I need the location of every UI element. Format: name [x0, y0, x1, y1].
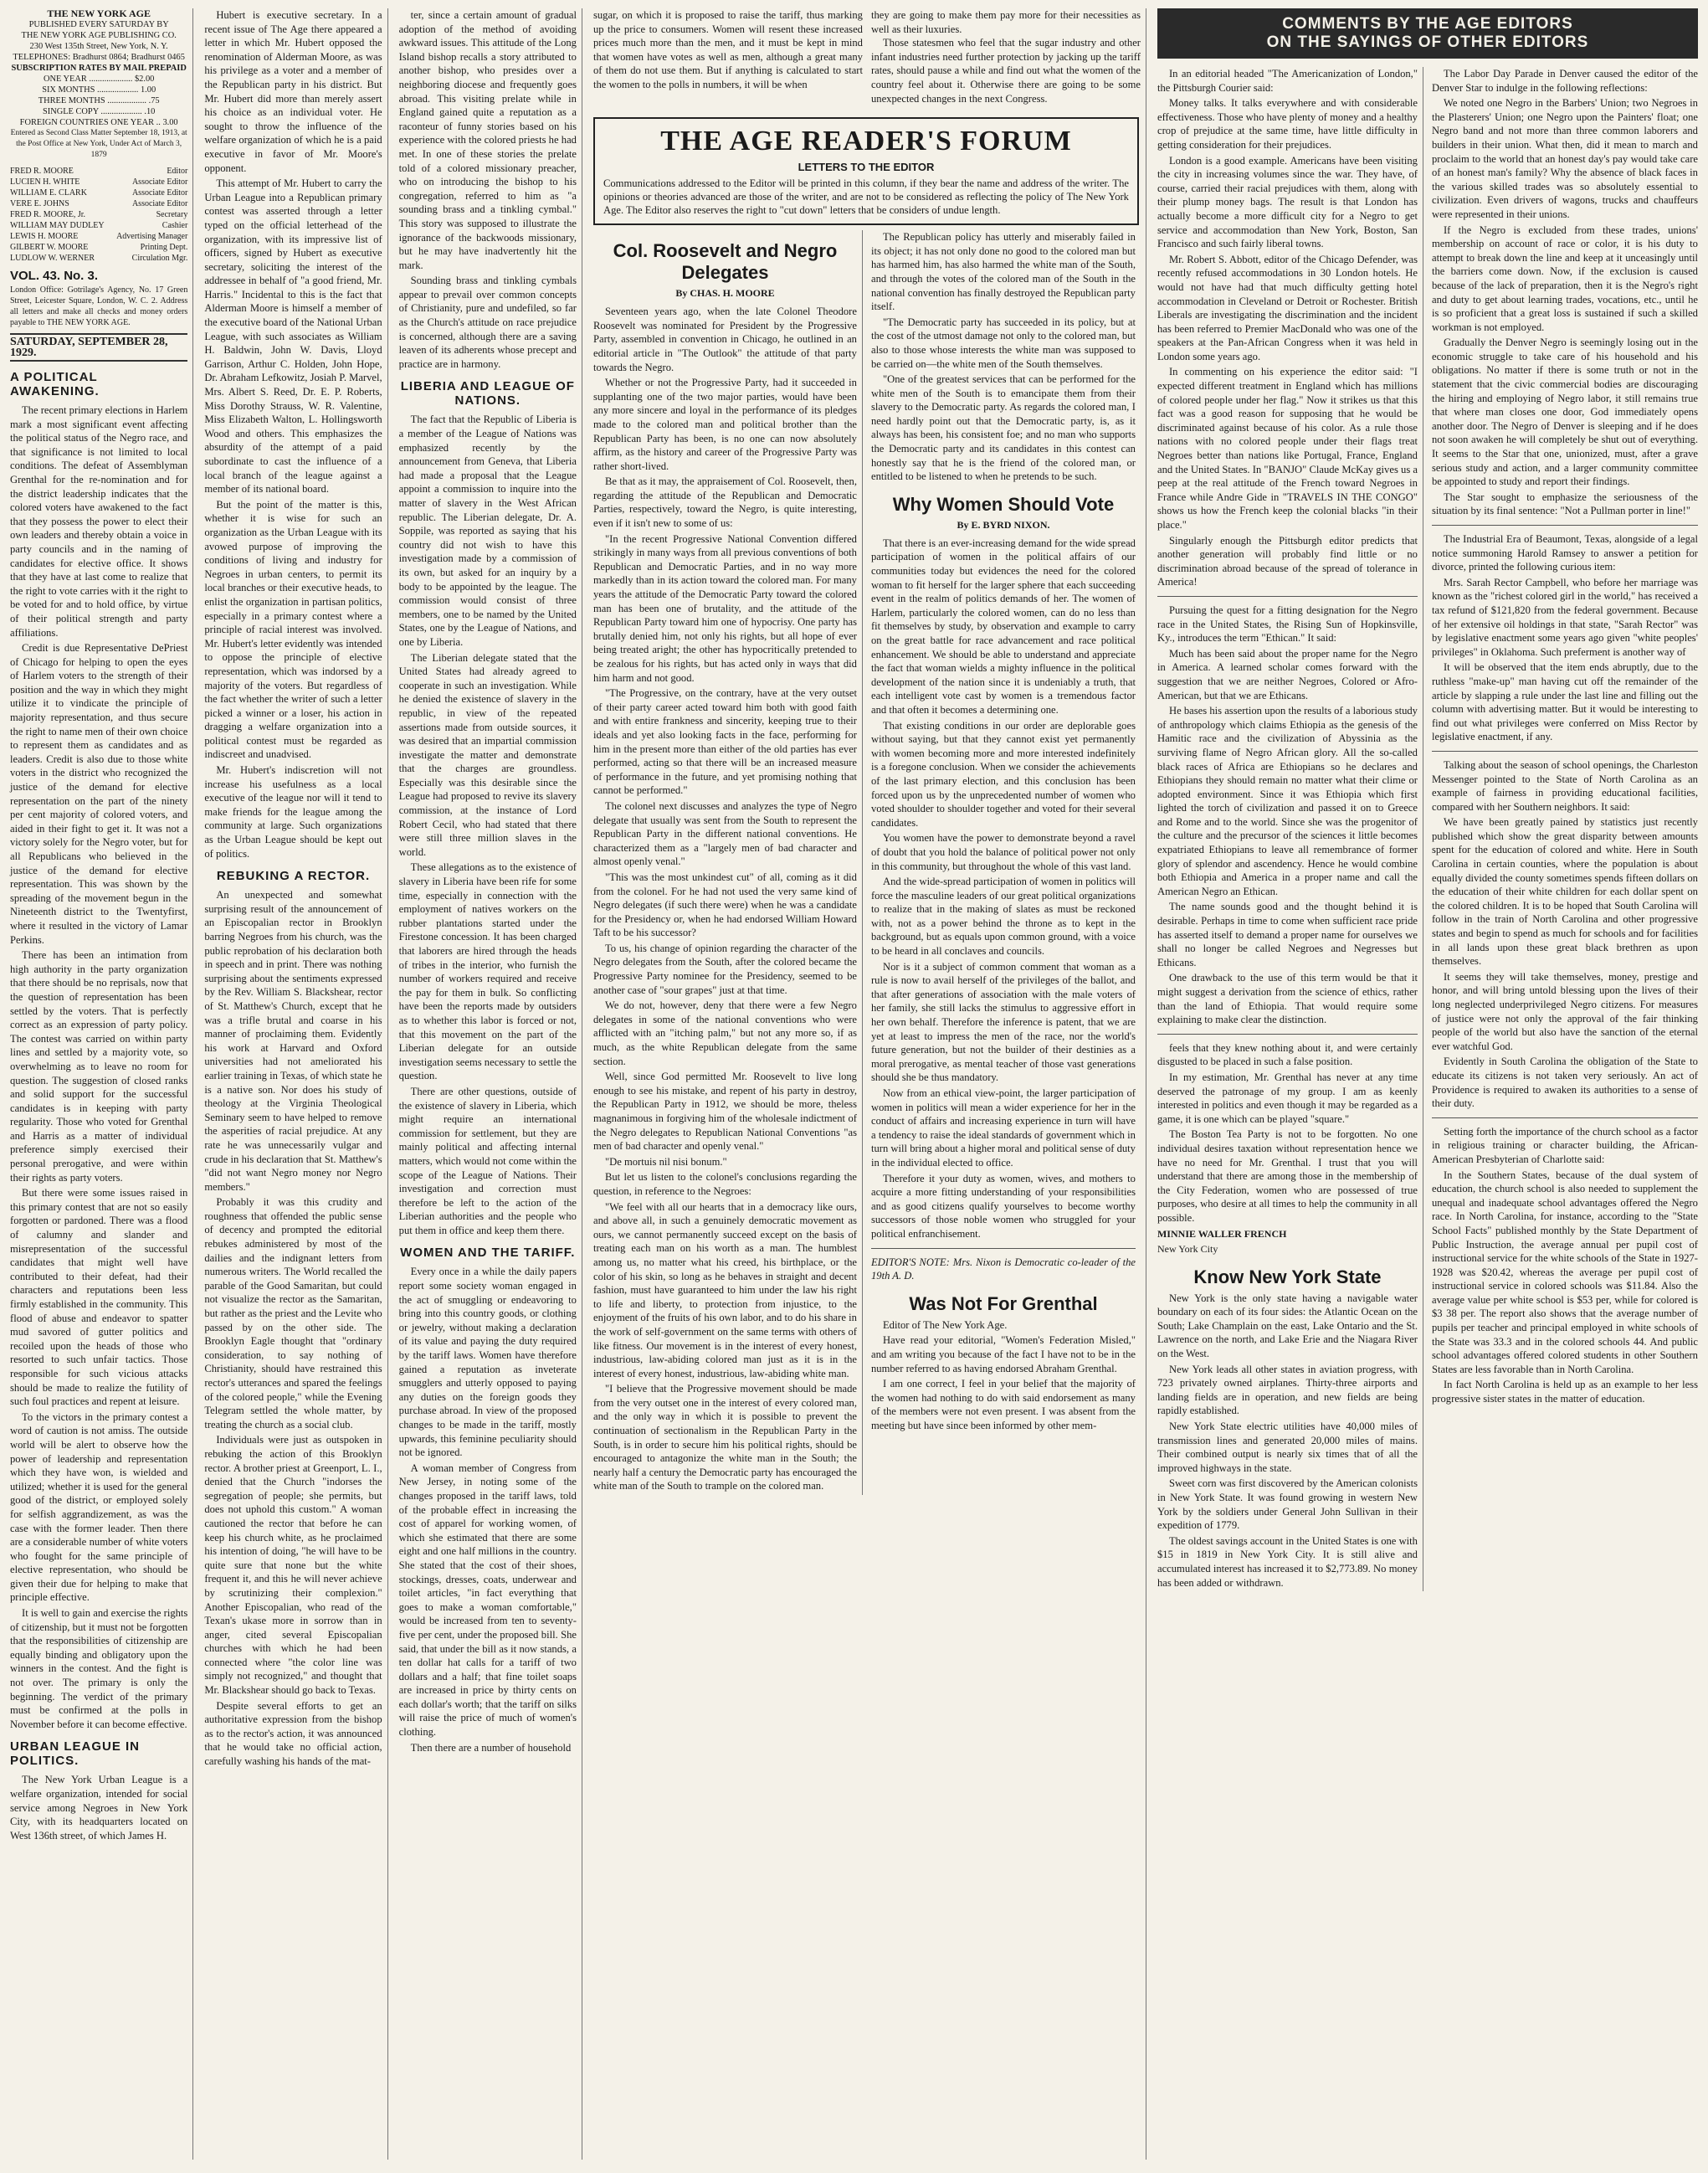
- staff-name: LEWIS H. MOORE: [10, 232, 79, 241]
- paragraph: There has been an intimation from high authority in the party organization that there should be no reprisals, now that the question of representation has been settled by the voters. That is perfectly correct as an expression of party policy. The contest was carried on within party lines and settled by a majority vote, so overwhelming as to leave no room for question. The suggestion of closed ranks and solid support for the successful candidates is in keeping with party regularity. Those who voted for Grenthal and Harris as a matter of individual preference simply exercised their personal prerogative, and were within their rights as party voters.: [10, 949, 188, 1184]
- signature-location: New York City: [1157, 1243, 1218, 1256]
- byline: By E. BYRD NIXON.: [957, 518, 1050, 531]
- paragraph: Mr. Robert S. Abbott, editor of the Chicago Defender, was recently refused accommodations in 30 London hotels. He would not have had that much difficulty getting hotel accommodation in Cleveland or Detroit or Rochester. British Liberals are investigating the discrimination and the incident has been referred to Premier MacDonald who was one of the speakers at the Pan-African Congress when it was held in London some years ago.: [1157, 253, 1418, 362]
- paragraph: New York leads all other states in aviation progress, with 723 privately owned airplanes. Thirty-three airports and landing fields are in operation, and new fields are being rapidly established.: [1157, 1363, 1418, 1417]
- article-heading: Why Women Should Vote: [892, 493, 1115, 515]
- paragraph: It is well to gain and exercise the rights of citizenship, but it must not be forgotten that the responsibilities of citizenship are equally binding and obligatory upon the winners in the contest. And the fight is not over. The primary is only the beginning. The verdict of the primary must be confirmed at the polls in November before it can become effective.: [10, 1607, 188, 1730]
- paragraph: Sweet corn was first discovered by the American colonists in New York State. It was found growing in western New York by the soldiers under General John Sullivan in their expedition of 1779.: [1157, 1477, 1418, 1532]
- paragraph: The New York Urban League is a welfare organization, intended for social service among Negroes in New York City, with its headquarters located on West 136th street, of which James H.: [10, 1774, 188, 1842]
- paragraph: sugar, on which it is proposed to raise the tariff, thus marking up the price to consumers. Women will resent these increased prices much more than the men, and it must be kept in mind that women have votes as well as men, although a great many of them do not use them. But if anything is calculated to start the women to the polls in numbers, it will be when: [592, 9, 863, 90]
- paragraph: There are other questions, outside of the existence of slavery in Liberia, which might require an international commission for settlement, but they are mainly political and affecting internal matters, which would not come within the scope of the League of Nations. Their investigation and correction must therefore be left to the action of the Liberian authorities and the people who put them in office and keep them there.: [398, 1085, 577, 1236]
- masthead-line: 230 West 135th Street, New York, N. Y.: [29, 42, 168, 51]
- staff-row: [10, 231, 187, 242]
- paragraph: Those statesmen who feel that the sugar industry and other infant industries need further protection by jacking up the tariff rates, should pause a while and find out what the women of the country feel about it. Otherwise there are going to be some unexpected changes in the next Congress.: [870, 37, 1141, 105]
- byline: By CHAS. H. MOORE: [675, 287, 775, 300]
- masthead-line: SUBSCRIPTION RATES BY MAIL PREPAID: [11, 64, 187, 73]
- paragraph: I am one correct, I feel in your belief that the majority of the women had nothing to do with said endorsement as many of the members were not even present. I was absent from the meeting but have since been informed by other mem-: [870, 1378, 1136, 1431]
- paragraph: We do not, however, deny that there were a few Negro delegates in some of the national conventions who were afflicted with an "itching palm," but not any more so, if as much, as the white Republican delegate from the same section.: [592, 999, 857, 1067]
- article-heading: REBUKING A RECTOR.: [216, 869, 371, 884]
- signature: MINNIE WALLER FRENCH: [1157, 1227, 1287, 1240]
- divider: [1432, 1117, 1698, 1118]
- staff-row: [10, 198, 187, 209]
- paragraph: Whether or not the Progressive Party, had it succeeded in supplanting one of the two major parties, would have been any more sincere and loyal in the performance of its pledges made to the colored man and political brother than the Republican Party has been, is no one can now absolutely affirm, as the history and career of the Progressive Party was rather short-lived.: [592, 377, 857, 472]
- paragraph: But let us listen to the colonel's conclusions regarding the question, in reference to the Negroes:: [592, 1171, 857, 1197]
- column-6: [1157, 8, 1698, 2160]
- comments-banner-line-1: COMMENTS BY THE AGE EDITORS: [1282, 15, 1573, 33]
- masthead-line: ONE YEAR .................... $2.00: [43, 74, 155, 84]
- staff-row: [10, 253, 187, 264]
- paragraph: One drawback to the use of this term would be that it might suggest a derivation from the science of ethics, rather than the land of Ethiopia. That would require some explaining to make clear the distinction.: [1157, 972, 1418, 1026]
- paragraph: This attempt of Mr. Hubert to carry the Urban League into a Republican primary contest was asserted through a letter typed on the official letterhead of the organization, with its impressive list of officers, signed by Hubert as executive secretary, soliciting the interest of the addressee in behalf of "a good friend, Mr. Harris." Incidental to this is the fact that Alderman Moore is himself a member of the executive board of the National Urban League, with such associates as William H. Baldwin, John W. Davis, Lloyd Garrison, Arthur C. Holden, John Hope, Dr. Abraham Lefkowitz, Josiah P. Marvel, Mrs. Albert S. Reed, Dr. E. P. Roberts, Miss Dorothy Strauss, W. R. Valentine, Miss Elizabeth Walton, L. Hollingsworth Wood and others. This emphasizes the absurdity of the attempt of a paid subordinate to cast the influence of a local branch of the league against a member of its national board.: [204, 177, 382, 496]
- paragraph: Talking about the season of school openings, the Charleston Messenger pointed to the State of North Carolina as an example of fairness in providing educational facilities, compared with her Southern neighbors. It said:: [1431, 758, 1698, 813]
- paragraph: It seems they will take themselves, money, prestige and honor, and will bring untold blessing upon the lives of their long neglected underprivileged Negro citizens. For measures of justice were not only the approval of the fair thinking people of the world but also have the sanction of the eternal ever watchful God.: [1431, 970, 1698, 1052]
- paragraph: Now from an ethical view-point, the larger participation of women in politics will mean a wider experience for her in the conduct of affairs and increasing experience in turn will have a tendency to raise the ideal standards of government which in turn will bring about a higher moral and political sense of duty in the individual elected to office.: [870, 1087, 1136, 1169]
- paragraph: Hubert is executive secretary. In a recent issue of The Age there appeared a letter in which Mr. Hubert opposed the renomination of Alderman Moore, as was his privilege as a voter and a member of the Republican party in his district. But Mr. Hubert did more than merely assert his choice as an individual voter. He sought to throw the influence of the welfare organization of which he is a paid executive in favor of Mr. Moore's opponent.: [204, 9, 382, 174]
- paragraph: Evidently in South Carolina the obligation of the State to educate its citizens is not taken very seriously. An act of Providence is required to awaken its authorities to a sense of their duty.: [1431, 1056, 1698, 1110]
- paragraph: In an editorial headed "The Americanization of London," the Pittsburgh Courier said:: [1157, 68, 1418, 94]
- paragraph: We have been greatly pained by statistics just recently published which show the great disparity between amounts spent for the education of colored and white. Here in South Carolina in certain counties, where the population is about equally divided the county sometimes spends fifteen dollars on the education of their white children for each dollar spent on the colored children. It is to be hoped that South Carolina will follow in the train of North Carolina and other progressive states and begin to spend as much for schools and for facilities in all lands upon these great black brethren as upon themselves.: [1431, 816, 1698, 968]
- paragraph: Money talks. It talks everywhere and with considerable effectiveness. Those who have plenty of money and a healthy crop of prejudice at the same time, have little difficulty in getting consideration for their prejudices.: [1157, 97, 1418, 151]
- paragraph: they are going to make them pay more for their necessities as well as their luxuries.: [870, 9, 1141, 35]
- article-heading: Col. Roosevelt and Negro Delegates: [613, 240, 838, 284]
- paragraph: But the point of the matter is this, whether it is wise for such an organization as the Urban League with its avowed purpose of improving the conditions of living and industry for Negroes in urban centers, to permit its local branches or their executive heads, to enlist the organization in partisan politics, especially in a primary contest where a principle of racial interest was involved. Mr. Hubert's letter evidently was intended to oppose the principle of elective representation, which was indorsed by a majority of the voters. But regardless of the fact whether the writer of such a letter picked a winner or a loser, his action in dragging a welfare organization into a political contest must be regarded as indiscreet and unadvised.: [204, 498, 382, 761]
- paragraph: New York is the only state having a navigable water boundary on each of its four sides: the Atlantic Ocean on the South; Lake Champlain on the east, Lake Ontario and the St. Lawrence on the north, and Lake Erie and the Niagara River on the West.: [1157, 1292, 1418, 1360]
- article-heading: Know New York State: [1193, 1266, 1382, 1287]
- paragraph: The Liberian delegate stated that the United States had already agreed to cooperate in such an investigation. While he denied the existence of slavery in the republic, in view of the repeated assertions made from outside sources, it was desired that an impartial commission investigate the matter and demonstrate that the charges are groundless. Especially was this desirable since the League had proposed to revive its slavery commission, at the instance of Lord Robert Cecil, who had stated that there were still three million slaves in the world.: [398, 651, 577, 858]
- paragraph: The Labor Day Parade in Denver caused the editor of the Denver Star to indulge in the following reflections:: [1431, 68, 1698, 94]
- paragraph: "One of the greatest services that can be performed for the white men of the South is to emancipate them from their slavery to the Democratic party. As regards the colored man, I need hardly point out that the Democratic party, is, as it always has been, his consistent foe; and no man who supports the Democratic party and its candidates in this contest can honestly say that he is the friend of the colored man, or entitled to be listened to when he pretends to be such.: [870, 373, 1136, 483]
- paragraph: feels that they knew nothing about it, and were certainly disgusted to be placed in such a false position.: [1157, 1041, 1418, 1068]
- paragraph: Therefore it your duty as women, wives, and mothers to acquire a more fitting understanding of your responsibilities and as good citizens qualify yourselves to become worthy successors of those noble women who struggled for your political enfranchisement.: [870, 1172, 1136, 1240]
- staff-role: Circulation Mgr.: [131, 254, 188, 263]
- paragraph: A woman member of Congress from New Jersey, in noting some of the changes proposed in the tariff laws, told of the probable effect in increasing the cost of apparel for working women, of which she estimated that there are some eight and one half millions in the country. She stated that the cost of their shoes, stockings, dresses, coats, underwear and toilet articles, "in fact everything that goes to make a woman comfortable," would be increased from ten to seventy-five per cent, under the proposed bill. She said, that under the bill as it now stands, a ten dollar hat calls for a tariff of two dollars and a half; that fine toilet soaps are increased in price by thirty cents on each dollar's worth; that the tariff on silks will raise the price of much of women's clothing.: [398, 1462, 577, 1739]
- paragraph: Credit is due Representative DePriest of Chicago for helping to open the eyes of Harlem voters to the strength of their position and the way in which they might utilize it to vindicate the principle of majority representation, and thus secure the right to name men of their own choice to represent them as candidates and as leaders. Credit is also due to those white voters in the district who recognized the justice of the demand for elective representation on the part of the ninety per cent majority of colored voters, and aided in their fight to get it. It was not a victory solely for the Negro voter, but for all Republicans who believed in the justice of the demand for elective representation. This was shown by the spreading of the movement begun in the Nineteenth district to the Twentyfirst, where it resulted in the victory of Lamar Perkins.: [10, 642, 188, 946]
- staff-name: GILBERT W. MOORE: [10, 243, 89, 252]
- paragraph: In my estimation, Mr. Grenthal has never at any time deserved the patronage of my group. I am as keenly interested in politics and even though it may be regarded as a game, it is one which can be played "square.": [1157, 1071, 1418, 1125]
- paragraph: London is a good example. Americans have been visiting the city in increasing volumes since the war. They have, of course, carried their racial prejudices with them, along with their plump money bags. The result is that London has actually become a more difficult city for a Negro to get service and accommodation than New York, Boston, San Francisco and such fairly liberal towns.: [1157, 154, 1418, 250]
- article-heading: A POLITICAL AWAKENING.: [10, 370, 100, 398]
- paragraph: "In the recent Progressive National Convention differed strikingly in many ways from all previous conventions of both Republican and Democratic Parties, and in no way more markedly than in its action toward the colored man. For many years the attitude of the Democratic Party toward the colored man has been one of brutality, and the attitude of the Republican Party toward him one of hypocrisy. One party has brutally denied him, not only his rights, but all hope of ever being treated aright; the other has hypocritically pretended to be zealous for his rights, but has acted only in ways that did him harm and not good.: [592, 532, 857, 684]
- masthead-line: PUBLISHED EVERY SATURDAY BY: [28, 20, 169, 29]
- staff-row: [10, 166, 187, 177]
- staff-name: LUDLOW W. WERNER: [10, 254, 95, 263]
- divider: [1157, 596, 1418, 597]
- paragraph: It will be observed that the item ends abruptly, due to the ruthless "make-up" man having cut off the remainder of the article by slapping a rule under the last line and filling out the column with advertising matter. But it would be interesting to find out what privileges were conferred on Miss Rector by legislative enactment, if any.: [1431, 661, 1698, 743]
- staff-role: Advertising Manager: [116, 232, 188, 241]
- paragraph: The name sounds good and the thought behind it is desirable. Perhaps in time to come when sufficient race pride has asserted itself to demand a proper name for ourselves we shall no longer be called Negroes and Negresses but Ethicans.: [1157, 901, 1418, 968]
- comments-banner-line-2: ON THE SAYINGS OF OTHER EDITORS: [1266, 33, 1589, 51]
- divider: [1157, 1034, 1418, 1035]
- divider: [871, 1248, 1136, 1249]
- column-5: [871, 230, 1141, 1495]
- paragraph: The colonel next discusses and analyzes the type of Negro delegate that usually was sent from the South to represent the Republican Party in the different national conventions. He characterized them as a "largely men of bad character and almost openly venal.": [592, 799, 857, 868]
- paragraph: But there were some issues raised in this primary contest that are not so easily forgotten or pardoned. There was a flood of calumny and slander and misrepresentation of the successful candidates that might well have contributed to their defeat, had their characters and reputations been less firmly established in the community. This flood of abuse and endeavor to spatter mud savored of gutter politics and recoiled upon the heads of those who resorted to such unfair tactics. Those responsible for such vicious attacks should be made to realize the futility of such foul practices and repent at leisure.: [10, 1187, 188, 1408]
- paragraph: "The Democratic party has succeeded in its policy, but at the cost of the utmost damage not only to the colored man, but also to those whose interests the white man was supposed to be carried on—the white men of the South themselves.: [870, 316, 1136, 370]
- paragraph: Then there are a number of household: [410, 1741, 572, 1754]
- paragraph: "De mortuis nil nisi bonum.": [604, 1155, 727, 1168]
- masthead-line: SIX MONTHS ................... 1.00: [42, 85, 156, 95]
- paragraph: In commenting on his experience the editor said: "I expected different treatment in England which has millions of colored people under her flag." Now it strikes us that this fact was a good reason for supposing that he would be discriminated against because of his color. As a rule those nations with no colored people under their flags treat Negroes better than nations like Portugal, France, England and the United States. In "BANJO" Claude McKay gives us a peep at the real attitude of the French toward Negroes in France while Andre Gide in "TRAVELS IN THE CONGO" shows us how the French keep the colonial blacks "in their place.": [1157, 366, 1418, 531]
- editors-note: EDITOR'S NOTE: Mrs. Nixon is Democratic co-leader of the 19th A. D.: [870, 1256, 1136, 1282]
- staff-name: FRED R. MOORE: [10, 167, 74, 176]
- comments-banner: [1157, 8, 1698, 59]
- paragraph: The Boston Tea Party is not to be forgotten. No one individual desires taxation without representation hence we have no need for Mr. Grenthal. I trust that you will understand that there are among those in the membership of the City Federation, women who are possessed of true purposes, who desire at all times to help the community in all possible.: [1157, 1128, 1418, 1224]
- staff-role: Cashier: [162, 221, 188, 230]
- column-6-inner: [1157, 67, 1423, 1591]
- staff-row: [10, 188, 187, 198]
- column-2: [204, 8, 387, 2160]
- paragraph: Editor of The New York Age.: [882, 1318, 1008, 1331]
- paragraph: Nor is it a subject of common comment that woman as a rule is now to avail herself of the privileges of the ballot, and that after generations of association with the male voters of her family, she still lacks the stimulus to aggressive effort in her own behalf. Therefore the inference is patent, that we are yet at least to impress the men of the race, nor the world's future generation, but not the builder of their destinies as a moral prerogative, as mental teacher of those vast generations should she be thus mandatory.: [870, 960, 1136, 1084]
- paragraph: Have read your editorial, "Women's Federation Misled," and am writing you because of the fact I have not to be in the number referred to as having endorsed Abraham Grenthal.: [870, 1334, 1136, 1374]
- paragraph: "The Progressive, on the contrary, have at the very outset of their party career acted toward him both with good faith and with entire frankness and sincerity, keeping true to their ideals and yet also looking facts in the face, performing for him in the present more than either of the old parties has ever performed, acting so that there will be an increased measure of performance in the future, and yet promising nothing that cannot be performed.": [592, 687, 857, 797]
- paragraph: "We feel with all our hearts that in a democracy like ours, and above all, in such a genuinely democratic movement as ours, we cannot permanently succeed except on the basis of treating each man on his worth as a man. The humblest among us, no matter what his creed, his birthplace, or the color of his skin, so long as he behaves in straight and decent fashion, must have guaranteed to him under the law his right to life and liberty, to protection from injustice, to the enjoyment of the fruits of his own labor, and to do his share in the work of self-government on the same terms with others of like fitness. Our movement is in the interest of every honest, industrious, law-abiding colored man just as it is in the interest of every honest, industrious, law-abiding white man.: [592, 1200, 857, 1379]
- paragraph: That there is an ever-increasing demand for the wide spread participation of women in the political affairs of our communities today but evidences the need for the colored woman to fit herself for the larger sphere that each succeeding event in the realm of politics demands of her. The women of Harlem, particularly the colored women, can do no less than fit themselves by study, by observation and example to carry on the great battle for race advancement and race political enhancement. We should be able to understand and appreciate the fact that woman wields a mighty influence in the political development of the nation since it is undeniably a truth, that each intelligent vote cast by women is a tremendous factor and that often it becomes a determining one.: [870, 537, 1136, 716]
- paragraph: Probably it was this crudity and roughness that offended the public sense of decency and prompted the editorial rebukes administered by most of the dailies and the indignant letters from numerous writers. The World recalled the parable of the Good Samaritan, but could not visualize the rector as the Samaritan, but rather as the priest and the Levite who passed by on the other side. The Brooklyn Eagle thought that "ordinary consideration, to say nothing of Christianity, should have restrained this rector's utterances and spared the feelings of the colored people," while the Evening Telegram settled the whole matter, by treating the church as a social club.: [204, 1196, 382, 1431]
- paragraph: In fact North Carolina is held up as an example to her less progressive sister states in the matter of education.: [1431, 1379, 1698, 1405]
- forum-subtitle: LETTERS TO THE EDITOR: [798, 161, 935, 174]
- paragraph: If the Negro is excluded from these trades, unions' membership on account of race or color, it is his duty to attempt to break down the line and keep at it unceasingly until the barriers come down. Now, if the exclusion is caused because of the lack of preparation, then it is the Negro's right and duty to get about learning trades, vocations, etc., until he is so proficient that a great loss is sustained if such a skilled workman is not employed.: [1431, 223, 1698, 333]
- paragraph: Sounding brass and tinkling cymbals appear to prevail over common concepts of Christianity, pure and undefiled, so far as the Church's attitude on race prejudice is concerned, although there are a saving leaven of its adherents whose precept and practice are in harmony.: [398, 275, 577, 370]
- masthead-line: THE NEW YORK AGE PUBLISHING CO.: [21, 31, 177, 40]
- masthead-line: THE NEW YORK AGE: [47, 8, 151, 19]
- forum-title: THE AGE READER'S FORUM: [660, 126, 1072, 157]
- paragraph: Gradually the Denver Negro is seemingly losing out in the economic struggle to take care of his household and his obligations. No matter if there is some truth or not in the statement that the civic commercial bodies are discouraging the hiring and employing of Negro labor, it still remains true that where man closes one door, God immediately opens another door. The Negro of Denver is sleeping and if he does not soon awaken he will completely be shut out of everything. It seems to the Star that one, unionized, must, after a grave serious study and action, and a larger community committee be appointed to study and report their findings.: [1431, 336, 1698, 488]
- paragraph: Be that as it may, the appraisement of Col. Roosevelt, then, regarding the attitude of the Republican and Democratic Parties, respectively, toward the Negro, is quite interesting, even if it isn't new to some of us:: [592, 475, 857, 530]
- column-4-top: [593, 8, 863, 105]
- issue-date: SATURDAY, SEPTEMBER 28, 1929.: [10, 333, 187, 362]
- paragraph: And the wide-spread participation of women in politics will force the masculine leaders of our great political organizations to realize that in the making of slates as must be reckoned with, not as a power behind the throne as to kept in the background, but as equals upon common ground, with a voice to be heard in all conclaves and councils.: [870, 876, 1136, 958]
- paragraph: New York State electric utilities have 40,000 miles of transmission lines and generated 20,000 miles of mains. Their combined output is nearly six times that of all the improved highways in the state.: [1157, 1420, 1418, 1474]
- paragraph: An unexpected and somewhat surprising result of the announcement of an Episcopalian rector in Brooklyn barring Negroes from his church, was the public reprobation of his declaration both in speech and in print. There was nothing surprising about the sentiments expressed by the Rev. William S. Blackshear, rector of St. Matthew's Church, except that he was a trifle brutal and coarse in his manner of proclaiming them. Evidently his work at Harvard and Oxford universities had not ameliorated his earlier training in Texas, of which state he is a native son. Nor does his study of theology at the Virginia Theological Seminary seem to have helped to remove the asperities of racial prejudice. At any rate he was unnecessarily vulgar and crude in his declaration that St. Matthew's "did not want Negro money nor Negro members.": [204, 889, 382, 1193]
- divider: [1432, 525, 1698, 526]
- masthead-line: Entered as Second Class Matter September 18, 1913, at the Post Office at New York, Under Act of March 3, 1879: [10, 129, 187, 159]
- paragraph: Well, since God permitted Mr. Roosevelt to live long enough to see his mistake, and repent of his party in destroy, the Republican Party in 1912, we should be more, theless magnanimous in forgiving him of the wholesale indictment of the Negro delegates to Republican National Conventions "as men of bad character and openly venal.": [592, 1071, 857, 1153]
- article-heading: Was Not For Grenthal: [909, 1292, 1098, 1314]
- paragraph: The Republican policy has utterly and miserably failed in its object; it has not only done no good to the colored man but has harmed him, has also harmed the white man of the South, and through the votes of the colored man of the South in the national convention has finally destroyed the Republican party itself.: [870, 231, 1136, 313]
- staff-row: [10, 209, 187, 220]
- volume-number: VOL. 43. No. 3.: [10, 269, 99, 283]
- paragraph: The fact that the Republic of Liberia is a member of the League of Nations was emphasized recently by the announcement from Geneva, that Liberia had made a proposal that the League appoint a commission to inquire into the matter of slavery in the West African republic. The Liberian delegate, Dr. A. Soppile, was reported as saying that his country did not wish to have this investigation made by a commission of its own, but asked for an inquiry by a body to be appointed by the league. The commission would consist of three members, one to be named by the United States, one by the League of Nations, and one by Liberia.: [398, 414, 577, 648]
- paragraph: ter, since a certain amount of gradual adoption of the method of avoiding awkward issues. This attitude of the Long Island bishop recalls a story attributed to another bishop, who presides over a neighboring diocese and frequently goes abroad. This visiting prelate while in England gained quite a reputation as a raconteur of funny stories based on his experience with the colored priests he had met. In one of these stories the prelate told of a colored missionary preacher, who on introducing the bishop to his congregation, referred to him as "a sounding brass and a tinkling cymbal." This story was supposed to illustrate the ignorance of the backwoods missionary, but he may have inadvertently hit the mark.: [398, 9, 577, 271]
- paragraph: That existing conditions in our order are deplorable goes without saying, but that they cannot exist yet permanently with women becoming more and more interested indefinitely is a foregone conclusion. When we consider the achievements of the last primary election, and this conclusion has been forced upon us by the unprecedented number of women who voted shoulder to shoulder together and voted for their several candidates.: [870, 719, 1136, 829]
- paragraph: "This was the most unkindest cut" of all, coming as it did from the colonel. For he had not used the very same kind of Negro delegates (if such there were) when he was a candidate for the Presidency or, when he had endorsed William Howard Taft to be his successor?: [592, 871, 857, 939]
- staff-role: Secretary: [156, 210, 188, 219]
- staff-role: Associate Editor: [131, 188, 188, 198]
- staff-role: Associate Editor: [131, 199, 188, 208]
- article-heading: WOMEN AND THE TARIFF.: [400, 1246, 576, 1261]
- staff-role: Associate Editor: [131, 177, 188, 187]
- column-1: [10, 8, 193, 2160]
- article-heading: URBAN LEAGUE IN POLITICS.: [10, 1739, 141, 1769]
- staff-name: WILLIAM MAY DUDLEY: [10, 221, 105, 230]
- staff-row: [10, 242, 187, 253]
- staff-role: Editor: [167, 167, 188, 176]
- paragraph: To us, his change of opinion regarding the character of the Negro delegates from the South, after the colored became the Progressive Party nominee for the Presidency, seemed to be another case of "sour grapes" just at that time.: [592, 942, 857, 996]
- paragraph: Much has been said about the proper name for the Negro in America. A learned scholar comes forward with the suggestion that we are neither Negroes, Colored or Afro-American, but that we are Ethicans.: [1157, 647, 1418, 701]
- paragraph: "I believe that the Progressive movement should be made from the very outset one in the interest of every colored man, and the only way in which it is possible to prevent the continuation of sectionalism in the Republican Party in the South, is in order to secure him his political rights, should be encouraged to antagonize the white man in the South; the nearly half a century the Democratic party has encouraged the white man of the South to trample on the colored man.: [592, 1383, 857, 1492]
- column-4: [593, 230, 863, 1495]
- staff-name: FRED R. MOORE, Jr.: [10, 210, 86, 219]
- paragraph: Individuals were just as outspoken in rebuking the action of this Brooklyn rector. A brother priest at Greenport, L. I., denied that the Church "indorses the segregation of people; she permits, but does not uphold this custom." A woman cautioned the rector that before he can keep his church white, as he proclaimed his intention of doing, "he will have to be quite sure that none but the white frequent it, and this he will never achieve by scrutinizing their complexion." Another Episcopalian, who read of the Texan's ukase more in sorrow than in anger, cited several Episcopalian churches with which he had been connected where "the color line was simply not recognized," and thought that Mr. Blackshear should go back to Texas.: [204, 1434, 382, 1697]
- paragraph: Despite several efforts to get an authoritative expression from the bishop as to the rector's action, it was announced that he would take no official action, carefully washing his hands of the mat-: [204, 1699, 382, 1768]
- column-3: [399, 8, 582, 2160]
- divider: [1432, 751, 1698, 752]
- article-heading: LIBERIA AND LEAGUE OF NATIONS.: [400, 379, 575, 408]
- paragraph: Every once in a while the daily papers report some society woman engaged in the act of smuggling or endeavoring to bring into this country goods, or clothing or jewelry, without making a declaration of its value and paying the duty required by the tariff laws. Women have therefore gained a reputation as inveterate smugglers and utterly opposed to paying any duties on the foreign goods they purchase abroad. In view of the proposed changes to be made in the tariff, mostly upwards, this feminine peculiarity should not be ignored.: [398, 1266, 577, 1459]
- paragraph: Setting forth the importance of the church school as a factor in religious training or character building, the African-American Presbyterian of Charlotte said:: [1431, 1125, 1698, 1165]
- masthead-line: SINGLE COPY ................... .10: [42, 107, 156, 116]
- paragraph: Mrs. Sarah Rector Campbell, who before her marriage was known as the "richest colored girl in the world," has received a tax refund of $121,820 from the federal government. Because of her extensive oil holdings in that state, "Sarah Rector" was by legislative enactment some years ago given "white peoples' privileges" in Oklahoma. Such preferment is another way of: [1431, 576, 1698, 658]
- paragraph: Pursuing the quest for a fitting designation for the Negro race in the United States, the Rising Sun of Hopkinsville, Ky., introduces the term "Ethican." It said:: [1157, 604, 1418, 645]
- paragraph: Mr. Hubert's indiscretion will not increase his usefulness as a local executive of the league nor will it tend to make friends for the league among the community at large. Such organizations as the Urban League should be kept out of politics.: [204, 764, 382, 860]
- paragraph: The oldest savings account in the United States is one with $15 in 1819 in New York City. It is still alive and accumulated interest has increased it to $2,773.89. No money has been added or withdrawn.: [1157, 1534, 1418, 1589]
- staff-name: WILLIAM E. CLARK: [10, 188, 87, 198]
- column-7: [1432, 67, 1698, 1591]
- staff-role: Printing Dept.: [140, 243, 188, 252]
- paragraph: You women have the power to demonstrate beyond a ravel of doubt that you hold the balance of political power not only in this community, but throughout the whole of this vast land.: [870, 832, 1136, 872]
- paragraph: Singularly enough the Pittsburgh editor predicts that another generation will probably find little or no discrimination abroad because of the spread of tolerance in America!: [1157, 534, 1418, 588]
- staff-name: LUCIEN H. WHITE: [10, 177, 80, 187]
- paragraph: To the victors in the primary contest a word of caution is not amiss. The outside world will be alert to observe how the power of leadership and representation which they have won, is wielded and utilized; whether it is used for the general good of the district, or employed solely for selfish aggrandizement, as was the case with the former leader. Then there are a considerable number of white voters who fought for the same principle of elective representation, who should be given their due for helping to make that principle effective.: [10, 1410, 188, 1604]
- masthead-line: THREE MONTHS .................. .75: [38, 96, 160, 105]
- paragraph: These allegations as to the existence of slavery in Liberia have been rife for some time, especially in connection with the employment of natives workers on the rubber plantations started under the Firestone concession. It has been charged that laborers are hired through the heads of tribes in the interior, who furnish the number of workers required and receive the pay for them in bulk. So conflicting have been the reports made by outsiders as to whether this labor is forced or not, that this movement on the part of the Liberian delegate for an outside investigation seems necessary to settle the question.: [398, 861, 577, 1082]
- paragraph: Seventeen years ago, when the late Colonel Theodore Roosevelt was nominated for President by the Progressive Party, assembled in convention in Chicago, he outlined in an editorial article in "The Outlook" the attitude of that party towards the Negro.: [592, 306, 857, 373]
- forum-intro: Communications addressed to the Editor will be printed in this column, if they bear the name and address of the writer. The opinions or theories advanced are those of the writer, and are not to be considered as reflecting the policy of The New York Age. The Editor also reserves the right to "cut down" letters that be considers of undue length.: [603, 177, 1129, 217]
- paragraph: In the Southern States, because of the dual system of education, the church school is also needed to supplement the unequal and inadequate school advantages offered the Negro race. In North Carolina, for instance, according to the "State School Facts" published monthly by the State Department of Public Instruction, the average annual per pupil cost of instructional service for the white schools of the State in 1927-1928 was $20.42, whereas the average per pupil cost of instructional service in colored schools was $11.84. Also the average value per white school is $53 per, while for colored is $3 38 per. The report also shows that the average number of pupils per teacher and principal employed in white schools of the State was 33.3 and in the colored schools 44. And public school advantages offered colored students in other Southern States are less favorable than in North Carolina.: [1431, 1169, 1698, 1375]
- staff-row: [10, 177, 187, 188]
- masthead: [10, 8, 187, 362]
- column-5-top: [871, 8, 1141, 105]
- staff-row: [10, 220, 187, 231]
- readers-forum-banner: [593, 117, 1139, 225]
- paragraph: The Industrial Era of Beaumont, Texas, alongside of a legal notice summoning Harold Ramsey to answer a petition for divorce, printed the following curious item:: [1431, 533, 1698, 573]
- staff-name: VERE E. JOHNS: [10, 199, 69, 208]
- article-body: [10, 403, 187, 1731]
- columns-4-5: [593, 8, 1146, 2160]
- london-office-note: London Office: Gotrilage's Agency, No. 17 Green Street, Leicester Square, London, W. C. 2. Address all letters and make all checks and money orders payable to THE NEW YORK AGE.: [10, 285, 188, 327]
- paragraph: The Star sought to emphasize the seriousness of the situation by its final sentence: "Not a Pullman porter in line!": [1431, 491, 1698, 517]
- masthead-line: TELEPHONES: Bradhurst 0864; Bradhurst 0465: [13, 53, 185, 62]
- masthead-line: FOREIGN COUNTRIES ONE YEAR .. 3.00: [19, 118, 178, 127]
- paragraph: We noted one Negro in the Barbers' Union; two Negroes in the Plasterers' Union; one Negro upon the Painters' float; one Negro band and not more than three common laborers and builders in their union. What then, did it mean to march and proclaim to the world that an honest day's pay would take care of an honest man's family? Why the absence of black faces in the various skilled trades was so absolutely essential to civilization. Even drivers of wagons, trucks and chauffeurs were represented in their unions.: [1431, 97, 1698, 220]
- paragraph: The recent primary elections in Harlem mark a most significant event affecting the political status of the Negro race, and that significance is not limited to local conditions. The defeat of Assemblyman Grenthal for the re-nomination and for the district leadership indicates that the colored voters have awakened to the fact that they possess the power to elect their own leaders and thereby obtain a voice in party councils and in the naming of candidates for elective office. It shows that they have at last come to realize that the right to vote carries with it the right to be voted for and to hold office, by virtue of their political strength and party affiliations.: [10, 404, 188, 639]
- paragraph: He bases his assertion upon the results of a laborious study of anthropology which claims Ethiopia as the genesis of the Hamitic race and the civilization of Abyssinia as the surviving flame of Negro African glory. All the so-called black races of Africa are Ethiopians so he declares and Ethiopians they should remain no matter what their clime or adopted environment. Since it was Ethiopia which first lighted the torch of civilization and passed it on to Greece and Rome and to the world. Since she was the progenitor of the culture and the precursor of the sciences it little becomes expatriated Ethiopians to leave all remembrance of former glory of splendor and ascendency. Hence he would combine both Ethiopia and America in a proper name and call the American Negro an Ethican.: [1157, 705, 1418, 897]
